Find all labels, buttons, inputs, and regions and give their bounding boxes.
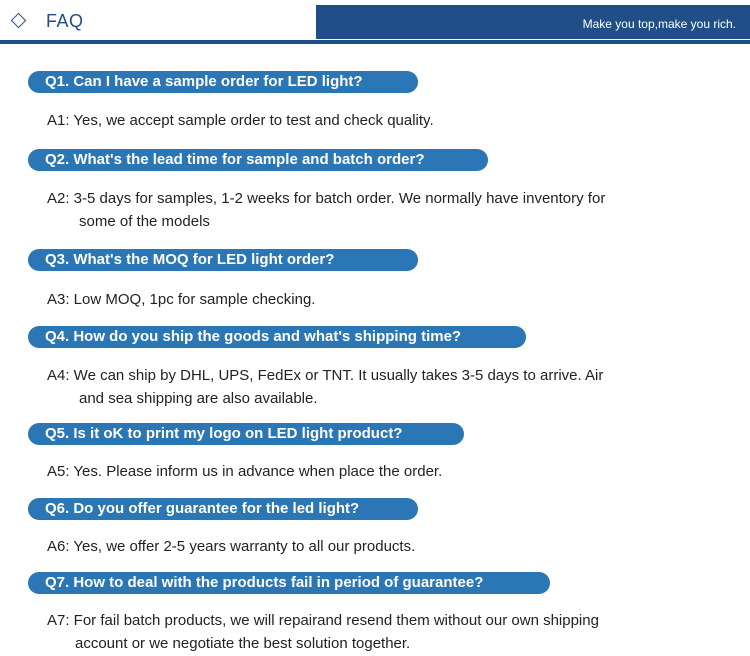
question-pill: Q1. Can I have a sample order for LED light? [28, 71, 418, 93]
question-pill: Q7. How to deal with the products fail in period of guarantee? [28, 572, 550, 594]
answer-line: A4: We can ship by DHL, UPS, FedEx or TNT. It usually takes 3-5 days to arrive. Air [47, 367, 604, 384]
header-tagline: Make you top,make you rich. [582, 17, 736, 31]
answer-text [47, 460, 687, 483]
answer-line: A2: 3-5 days for samples, 1-2 weeks for batch order. We normally have inventory for [47, 190, 606, 207]
answer-text [47, 364, 687, 410]
answer-text [47, 535, 687, 558]
question-pill: Q2. What's the lead time for sample and batch order? [28, 149, 488, 171]
answer-line: account or we negotiate the best solution together. [75, 635, 411, 652]
answer-line: A3: Low MOQ, 1pc for sample checking. [47, 291, 316, 308]
question-pill: Q3. What's the MOQ for LED light order? [28, 249, 418, 271]
answer-line: A7: For fail batch products, we will repairand resend them without our own shipping [47, 612, 599, 629]
question-pill: Q6. Do you offer guarantee for the led light? [28, 498, 418, 520]
answer-text [47, 609, 687, 655]
question-pill: Q4. How do you ship the goods and what's shipping time? [28, 326, 526, 348]
answer-line: some of the models [79, 213, 210, 230]
answer-line: A1: Yes, we accept sample order to test and check quality. [47, 112, 434, 129]
faq-header [0, 0, 750, 48]
answer-line: A6: Yes, we offer 2-5 years warranty to all our products. [47, 538, 416, 555]
question-pill: Q5. Is it oK to print my logo on LED light product? [28, 423, 464, 445]
answer-text [47, 109, 687, 132]
header-bottom-rule [0, 40, 750, 44]
answer-line: A5: Yes. Please inform us in advance when place the order. [47, 463, 443, 480]
page-title: FAQ [46, 11, 84, 31]
answer-text [47, 187, 687, 233]
answer-line: and sea shipping are also available. [79, 390, 318, 407]
answer-text [47, 288, 687, 311]
